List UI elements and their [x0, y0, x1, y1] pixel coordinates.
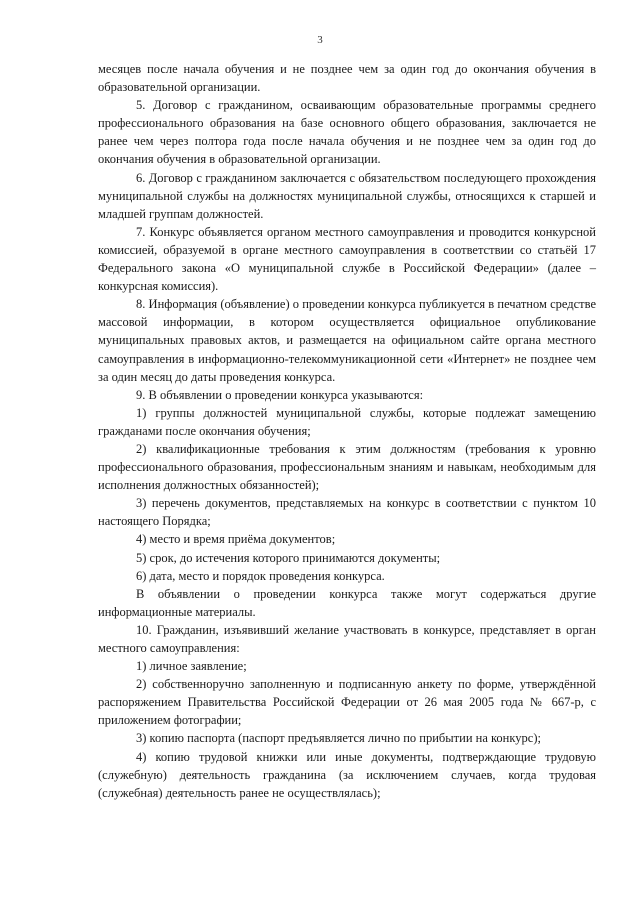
list-item-9-6: 6) дата, место и порядок проведения конкурса.: [136, 568, 385, 583]
paragraph-continuation: месяцев после начала обучения и не позднее чем за один год до окончания обучения в образовательной организации.: [98, 62, 596, 95]
paragraph-item-7: 7. Конкурс объявляется органом местного самоуправления и проводится конкурсной комиссией, образуемой в органе местного самоуправления в соответствии со статьёй 17 Федерального закона «О муниципальной службе в Российской Федерации» (далее – конкурсная комиссия).: [98, 224, 596, 294]
list-item-10-1: 1) личное заявление;: [136, 659, 247, 674]
list-item-10-4: 4) копию трудовой книжки или иные документы, подтверждающие трудовую (служебную) деятельность гражданина (за исключением случаев, когда трудовая (служебная) деятельность ранее не осуществлялась);: [98, 749, 596, 800]
paragraph-item-10: 10. Гражданин, изъявивший желание участвовать в конкурсе, представляет в орган местного самоуправления:: [98, 622, 596, 655]
list-item-9-1: 1) группы должностей муниципальной службы, которые подлежат замещению гражданами после окончания обучения;: [98, 405, 596, 438]
document-body: [98, 60, 596, 802]
paragraph-item-8: 8. Информация (объявление) о проведении конкурса публикуется в печатном средстве массовой информации, в котором осуществляется официальное опубликование муниципальных правовых актов, и размещается на официальном сайте органа местного самоуправления в информационно-телекоммуникационной сети «Интернет» не позднее чем за один месяц до даты проведения конкурса.: [98, 297, 596, 384]
list-item-9-4: 4) место и время приёма документов;: [136, 532, 336, 547]
paragraph-announcement-note: В объявлении о проведении конкурса также могут содержаться другие информационные материалы.: [98, 586, 596, 619]
page-number: 3: [317, 34, 323, 46]
list-item-9-3: 3) перечень документов, представляемых на конкурс в соответствии с пунктом 10 настоящего Порядка;: [98, 496, 596, 529]
list-item-9-5: 5) срок, до истечения которого принимаются документы;: [136, 550, 441, 565]
list-item-10-3: 3) копию паспорта (паспорт предъявляется лично по прибытии на конкурс);: [136, 731, 541, 746]
paragraph-item-6: 6. Договор с гражданином заключается с обязательством последующего прохождения муниципальной службы на должностях муниципальной службы, относящихся к старшей и младшей группам должностей.: [98, 170, 596, 221]
list-item-10-2: 2) собственноручно заполненную и подписанную анкету по форме, утверждённой распоряжением Правительства Российской Федерации от 26 мая 2005 года № 667-р, с приложением фотографии;: [98, 677, 596, 728]
paragraph-item-9: 9. В объявлении о проведении конкурса указываются:: [136, 387, 424, 402]
list-item-9-2: 2) квалификационные требования к этим должностям (требования к уровню профессионального образования, профессиональным знаниям и навыкам, необходимым для исполнения должностных обязанностей);: [98, 441, 596, 493]
paragraph-item-5: 5. Договор с гражданином, осваивающим образовательные программы среднего профессионального образования на базе основного общего образования, заключается не ранее чем через полтора года после начала обучения и не позднее чем за один год до окончания обучения в образовательной организации.: [98, 98, 596, 167]
